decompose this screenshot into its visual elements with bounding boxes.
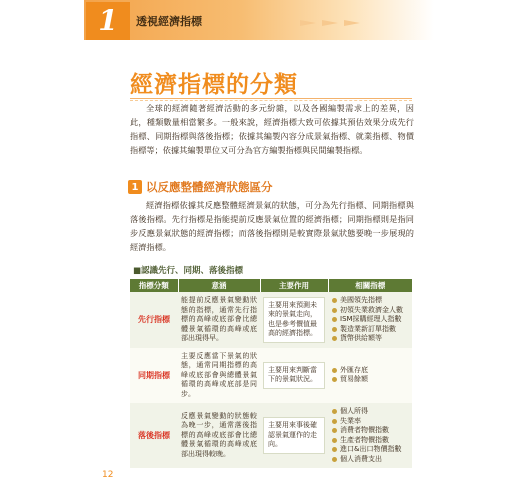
examples-list [331,296,409,344]
example-label: 製造業新訂單指數 [340,324,396,333]
page-number: 12 [102,470,114,480]
bullet-icon [332,308,337,313]
example-label: 貨幣供給額等 [340,334,382,342]
table-header-row [130,279,412,292]
purpose-text: 主要用來事後確認景氣運作的走向。 [263,417,325,454]
bullet-icon [332,457,337,462]
purpose-cell [260,403,328,468]
example-label: 消費者物價指數 [340,426,389,434]
table-row [130,292,412,348]
list-item [331,306,409,316]
list-item [331,426,409,436]
examples-cell [328,292,412,348]
list-item [331,436,409,446]
table-header-cell: 主要作用 [260,279,328,292]
examples-cell [328,348,412,404]
section-title: 以反應整體經濟狀態區分 [146,180,273,194]
list-item [331,445,409,455]
bullet-icon [332,428,337,433]
meaning-cell: 能提前反應景氣變動狀態的指標，通常先行指標的高峰或底部會比總體景氣循環的高峰或底部出現得早。 [178,292,260,348]
section-paragraph: 經濟指標依據其反應整體經濟景氣的狀態，可分為先行指標、同期指標與落後指標。先行指標是指能提前反應景氣位置的經濟指標；同期指標則是指同步反應景氣狀態的經濟指標；而落後指標則是較實際景氣狀態要晚一步展現的經濟指標。 [130,200,414,252]
list-item [331,315,409,325]
bullet-icon [332,377,337,382]
list-item [331,334,409,344]
meaning-cell: 主要反應當下景氣的狀態，通常同期指標的高峰或底部會與總體景氣循環的高峰或底部是同步。 [178,348,260,404]
purpose-cell [260,292,328,348]
page-title: 經濟指標的分類 [130,71,298,98]
bullet-icon [332,368,337,373]
bullet-icon [332,419,337,424]
bullet-icon [332,336,337,341]
bullet-icon [332,298,337,303]
category-cell: 先行指標 [130,292,178,348]
chapter-number: 1 [86,2,130,40]
intro-paragraph: 全球的經濟隨著經濟活動的多元紛雜，以及各國編製需求上的差異，因此，種類數量相當繁多。一般來說，經濟指標大致可依據其預估效果分成先行指標、同期指標與落後指標；依據其編製內容分成景氣指標、就業指標、物價指標等；依據其編製單位又可分為官方編製指標與民間編製指標。 [130,103,414,155]
example-label: 生產者物價指數 [340,435,389,444]
example-label: 貿易餘額 [340,375,368,384]
examples-list [331,407,409,464]
list-item [331,296,409,306]
list-item [331,417,409,427]
title-divider [130,98,412,99]
list-item [331,325,409,335]
bullet-icon [332,327,337,332]
chapter-title: 透視經濟指標 [136,15,202,28]
table-header-cell: 意涵 [178,279,260,292]
example-label: 美國領先指標 [340,296,382,304]
example-label: 個人所得 [340,407,368,415]
purpose-cell [260,348,328,404]
section-number: 1 [128,180,142,194]
examples-cell [328,403,412,468]
list-item [331,407,409,417]
table-row [130,348,412,404]
table-header-cell: 指標分類 [130,279,178,292]
indicator-table [130,279,412,468]
purpose-text: 主要用來預測未來的景氣走向，也是參考價值最高的經濟指標。 [263,297,325,343]
category-cell: 落後指標 [130,403,178,468]
header-arrow-decoration [322,20,338,26]
table-header-cell: 相關指標 [328,279,412,292]
table-row [130,403,412,468]
table-heading: ■認識先行、同期、落後指標 [133,266,244,276]
list-item [331,366,409,376]
list-item [331,375,409,385]
meaning-cell: 反應景氣變動的狀態較為晚一步，通常落後指標的高峰或底部會比總體景氣循環的高峰或底部出現得較晚。 [178,403,260,468]
header-arrow-decoration [300,20,316,26]
example-label: 進口&出口物價指數 [340,445,402,453]
list-item [331,455,409,465]
example-label: 失業率 [340,416,361,425]
category-cell: 同期指標 [130,348,178,404]
section-heading [128,179,273,195]
example-label: 個人消費支出 [340,454,382,463]
bullet-icon [332,409,337,414]
bullet-icon [332,317,337,322]
purpose-text: 主要用來判斷當下的景氣狀況。 [263,362,325,389]
bullet-icon [332,447,337,452]
example-label: 外匯存底 [340,365,368,374]
example-label: 初領失業救濟金人數 [340,305,403,314]
header-arrow-decoration [344,20,360,26]
example-label: ISM採購經理人指數 [340,315,402,323]
examples-list [331,366,409,385]
bullet-icon [332,438,337,443]
